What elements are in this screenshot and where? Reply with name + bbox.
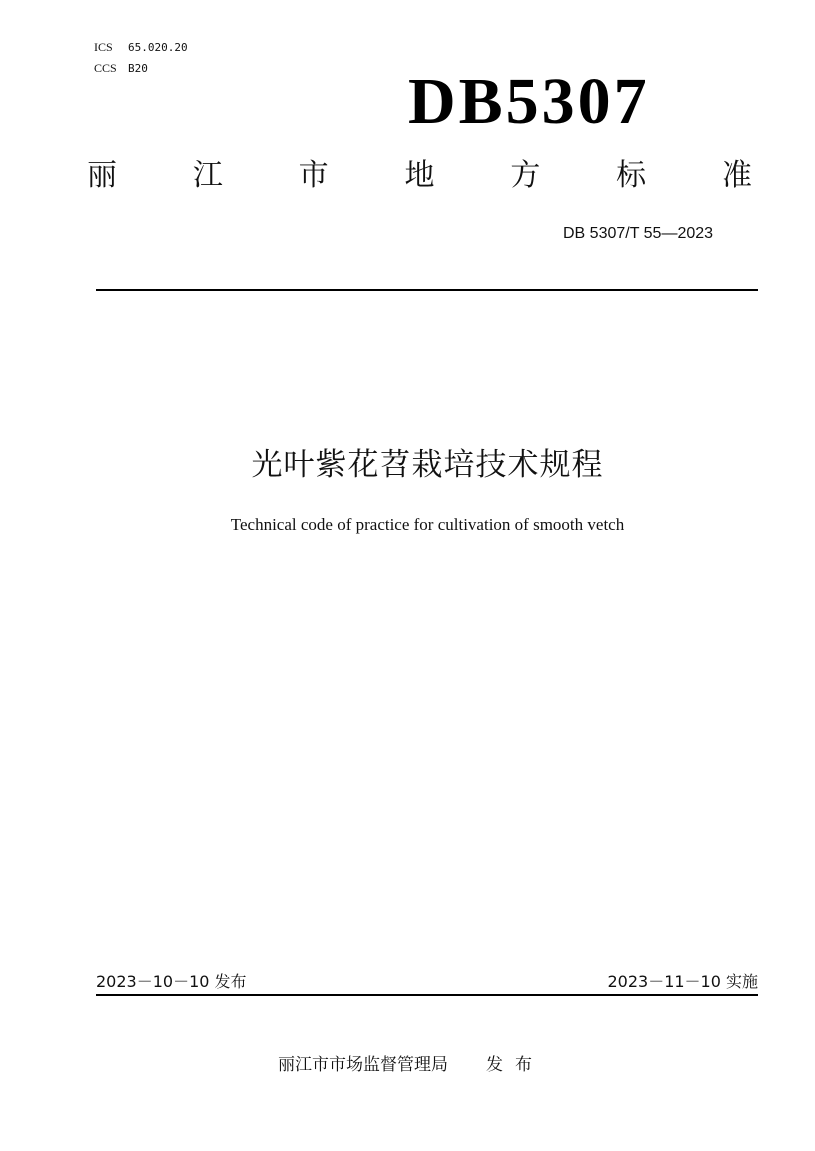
issue-date: 2023－10－10 发布 [96,972,247,991]
ccs-label: CCS [94,61,117,75]
category-char: 方 [510,158,541,193]
category-char: 地 [404,158,435,193]
standard-number: DB 5307/T 55—2023 [563,225,714,242]
category-char: 丽 [87,158,117,193]
standard-category [87,156,752,196]
category-char: 标 [616,158,647,193]
ics-value: 65.020.20 [128,41,188,54]
ccs-line [94,61,148,76]
issuer-name: 丽江市市场监督管理局 [278,1055,448,1075]
category-char: 市 [298,158,329,193]
ics-label: ICS [94,40,113,54]
implementation-date: 2023－11－10 实施 [607,972,758,991]
standard-code-heading: DB5307 [408,65,650,138]
ics-line [94,40,188,55]
issuer-verb: 发布 [486,1055,544,1075]
title-english: Technical code of practice for cultivation of smooth vetch [230,515,625,534]
bottom-divider [96,994,758,996]
top-divider [96,289,758,291]
category-char: 准 [721,158,752,193]
ccs-value: B20 [128,62,148,75]
issuer-line [278,1054,544,1076]
category-char: 江 [192,158,223,193]
title-chinese: 光叶紫花苕栽培技术规程 [251,447,604,483]
